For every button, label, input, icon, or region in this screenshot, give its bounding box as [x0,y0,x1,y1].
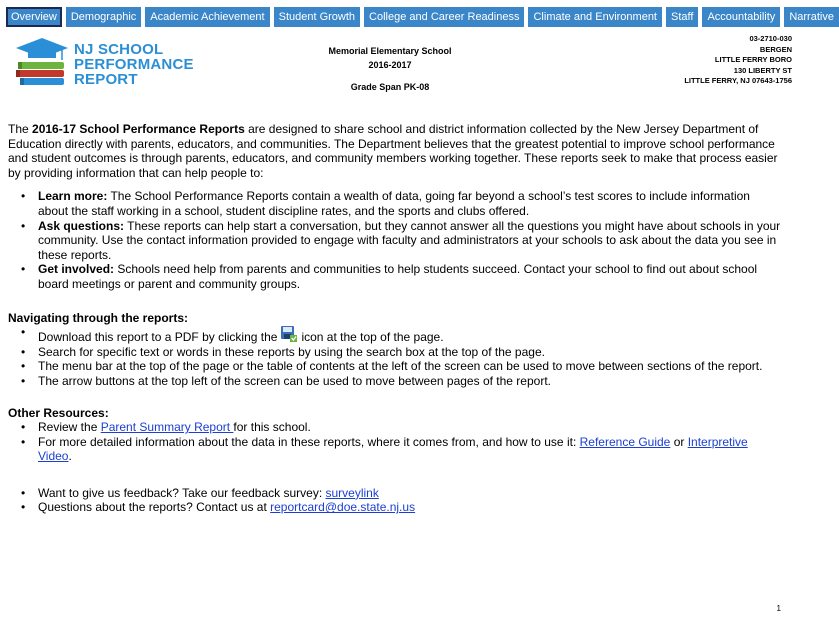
interpretive-video-link[interactable]: Interpretive Video [38,434,748,464]
page-number: 1 [776,604,781,613]
tab-accountability[interactable]: Accountability [702,7,780,27]
tab-college-career-readiness[interactable]: College and Career Readiness [364,7,524,27]
city: LITTLE FERRY, NJ 07643-1756 [684,76,792,85]
other-resources-title: Other Resources: [8,405,109,420]
survey-link[interactable]: surveylink [325,485,379,500]
grade-span: Grade Span PK-08 [350,82,430,92]
other-resources-list [8,420,782,464]
feedback-list [8,486,782,515]
tab-staff[interactable]: Staff [666,7,698,27]
list-item: • Get involved: Schools need help from parents and communities to help students succeed. Contact your school to find out about school board meetings or parent and community groups. [38,262,782,291]
school-year: 2016-2017 [368,60,412,70]
logo-line-1: NJ SCHOOL [74,41,164,58]
list-item: • Want to give us feedback? Take our feedback survey: surveylink [38,486,782,501]
purpose-list [8,189,782,291]
report-header [300,44,480,94]
intro-paragraph: The 2016-17 School Performance Reports are designed to share school and district information collected by the New Jersey Department of Education directly with parents, educators, and communities. The Department believes that the greatest potential to improve school performance and student outcomes is through parents, educators, and community members working together. These reports seek to make that process easier by providing information that can help people to: [8,122,778,180]
school-code: 03-2710-030 [749,34,792,43]
school-address [684,34,792,87]
parent-summary-report-link[interactable]: Parent Summary Report [100,420,234,435]
save-pdf-icon[interactable] [280,325,298,343]
list-item: • Ask questions: These reports can help start a conversation, but they cannot answer all the questions you might have about schools in your community. Use the contact information provided to engage with faculty and administrators at your schools to ask about the data you see in these reports. [38,219,782,263]
tab-narrative[interactable]: Narrative [784,7,839,27]
nj-spr-logo [12,34,194,90]
list-item: • The menu bar at the top of the page or the table of contents at the left of the screen can be used to move between sections of the report. [38,359,782,374]
overview-content [8,122,782,515]
logo-line-2: PERFORMANCE [74,56,194,73]
tab-demographic[interactable]: Demographic [66,7,141,27]
district: LITTLE FERRY BORO [714,55,792,64]
logo-line-3: REPORT [74,71,138,88]
books-graduation-cap-icon [12,34,72,90]
reference-guide-link[interactable]: Reference Guide [579,434,671,449]
tab-academic-achievement[interactable]: Academic Achievement [145,7,269,27]
list-item: • Learn more: The School Performance Reports contain a wealth of data, going far beyond a school’s test scores to include information about the staff working in a school, student discipline rates, and the sports and clubs offered. [38,189,782,218]
tab-overview[interactable]: Overview [6,7,62,27]
logo-wordmark [74,42,194,87]
street: 130 LIBERTY ST [733,65,792,75]
tab-student-growth[interactable]: Student Growth [274,7,360,27]
list-item: • Search for specific text or words in these reports by using the search box at the top of the page. [38,345,782,360]
list-item: • The arrow buttons at the top left of the screen can be used to move between pages of the report. [38,374,782,389]
nav-bar [6,7,839,29]
navigating-list [8,325,782,388]
navigating-title: Navigating through the reports: [8,310,188,325]
tab-climate-environment[interactable]: Climate and Environment [528,7,662,27]
list-item: • Questions about the reports? Contact us at reportcard@doe.state.nj.us [38,500,782,515]
school-name: Memorial Elementary School [328,46,452,56]
list-item: • Review the Parent Summary Report for this school. [38,420,782,435]
list-item: • Download this report to a PDF by clicking the icon at the top of the page. [38,325,782,345]
county: BERGEN [759,44,792,54]
list-item: • For more detailed information about the data in these reports, where it comes from, and how to use it: Reference Guide or Interpretive Video. [38,435,782,464]
contact-email-link[interactable]: reportcard@doe.state.nj.us [270,500,416,515]
